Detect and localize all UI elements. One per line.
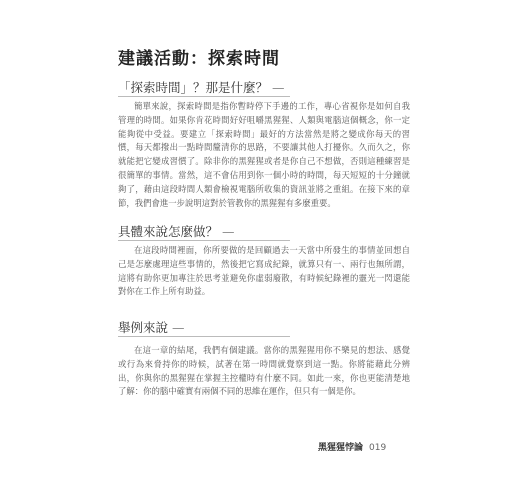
- section-heading-what: [118, 78, 285, 96]
- heading-dash: —: [272, 80, 285, 95]
- section-heading-how: [118, 222, 235, 240]
- section-heading-text: 舉例來說: [118, 320, 169, 335]
- section-divider: [118, 240, 290, 241]
- page-footer: [318, 440, 386, 453]
- section-heading-example: [118, 318, 185, 336]
- heading-dash: —: [222, 224, 235, 239]
- section-body-how: 在這段時間裡面，你所要做的是回顧過去一天當中所發生的事情並回想自己是怎麼處理這些事情的，然後把它寫成紀錄，就算只有一、兩行也無所謂，這將有助你更加專注於思考並避免你虛弱廢散，有時候紀錄裡的靈光一閃還能對你在工作上所有助益。: [118, 245, 410, 297]
- section-divider: [118, 336, 290, 337]
- section-body-example: 在這一章的結尾，我們有個建議。當你的黑猩猩用你不樂見的想法、感覺或行為來脅持你的時候，試著在第一時間就覺察到這一點。你將能藉此分辨出，你與你的黑猩猩在掌握主控權時有什麼不同。如此一來，你也更能清楚地了解：你的腦中確實有兩個不同的思維在運作，但只有一個是你。: [118, 345, 410, 397]
- heading-dash: —: [172, 320, 185, 335]
- section-heading-text: 「探索時間」？那是什麼？: [118, 80, 269, 95]
- page-number: 019: [369, 443, 387, 453]
- page-title: 建議活動：探索時間: [118, 49, 280, 69]
- book-title: 黑猩猩悖論: [318, 443, 364, 453]
- section-heading-text: 具體來說怎麼做？: [118, 224, 219, 239]
- section-divider: [118, 96, 290, 97]
- section-body-what: 簡單來說，探索時間是指你暫時停下手邊的工作，專心省視你是如何自我管理的時間。如果你肯花時間好好咀嚼黑猩猩、人類與電腦這個概念，你一定能夠從中受益。要建立「探索時間」最好的方法當然是將之變成你每天的習慣，每天都撥出一點時間釐清你的思路，不要讓其他人打擾你。久而久之，你就能把它變成習慣了。除非你的黑猩猩或者是你自己不想做，否則這種練習是很簡單的事情。當然，這不會佔用到你一個小時的時間，每天短短的十分鐘就夠了，藉由這段時間人類會檢視電腦所收集的資訊並將之重組。在接下來的章節，我們會進一步說明這對於管教你的黑猩猩有多麼重要。: [118, 101, 410, 208]
